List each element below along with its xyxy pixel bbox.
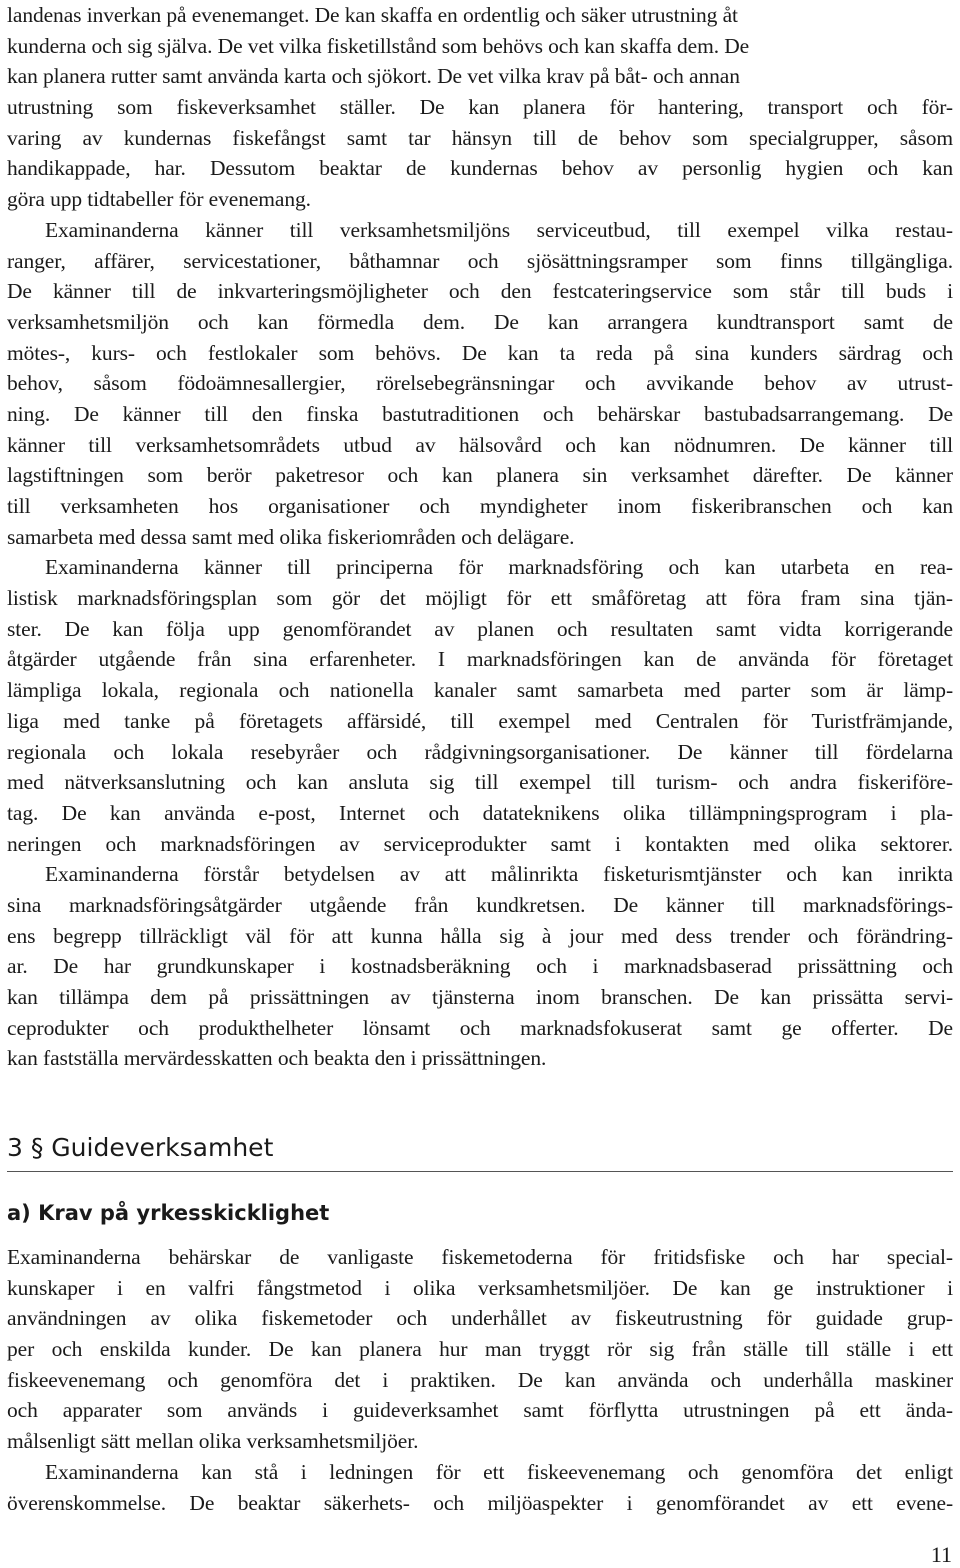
text-line: lagstiftningen som berör paketresor och kan planera sin verksamhet därefter. De känner bbox=[7, 463, 953, 488]
text-line: ning. De känner till den finska bastutraditionen och behärskar bastubadsarrangemang. De bbox=[7, 401, 953, 426]
text-line: landenas inverkan på evenemanget. De kan skaffa en ordentlig och säker utrustning åt bbox=[7, 3, 738, 27]
text-line: göra upp tidtabeller för evenemang. bbox=[7, 187, 311, 212]
text-line: per och enskilda kunder. De kan planera hur man tryggt rör sig från ställe till ställe i ett bbox=[7, 1337, 953, 1362]
text-line: verksamhetsmiljön och kan förmedla dem. De kan arrangera kundtransport samt de bbox=[7, 309, 953, 334]
text-line: handikappade, har. Dessutom beaktar de kundernas behov av personlig hygien och kan bbox=[7, 156, 953, 181]
text-line: Examinanderna kan stå i ledningen för ett fiskeevenemang och genomföra det enligt bbox=[45, 1459, 953, 1484]
text-line: med nätverksanslutning och kan ansluta sig till exempel till turism- och andra fiskeriföre- bbox=[7, 770, 953, 795]
text-line: sina marknadsföringsåtgärder utgående från kundkretsen. De känner till marknadsförings- bbox=[7, 892, 953, 917]
text-line: samarbeta med dessa samt med olika fiskeriområden och delägare. bbox=[7, 524, 575, 549]
sub-heading: a) Krav på yrkesskicklighet bbox=[7, 1201, 330, 1225]
section-heading: 3 § Guideverksamhet bbox=[7, 1128, 953, 1172]
text-line: lämpliga lokala, regionala och nationella kanaler samt samarbeta med parter som är lämp- bbox=[7, 678, 953, 703]
text-line: ceprodukter och produkthelheter lönsamt och marknadsfokuserat samt ge offerter. De bbox=[7, 1015, 953, 1040]
text-line: till verksamheten hos organisationer och myndigheter inom fiskeribranschen och kan bbox=[7, 494, 953, 518]
text-line: kunskaper i en valfri fångstmetod i olika verksamhetsmiljöer. De kan ge instruktioner i bbox=[7, 1275, 953, 1300]
text-line: Examinanderna förstår betydelsen av att målinrikta fisketurismtjänster och kan inrikta bbox=[45, 862, 953, 887]
text-line: kan planera rutter samt använda karta och sjökort. De vet vilka krav på båt- och annan bbox=[7, 64, 740, 89]
text-line: listisk marknadsföringsplan som gör det möjligt för ett småföretag att föra fram sina tjän- bbox=[7, 586, 953, 611]
text-line: neringen och marknadsföringen av serviceprodukter samt i kontakten med olika sektorer. bbox=[7, 831, 953, 856]
text-line: mötes-, kurs- och festlokaler som behövs. De kan ta reda på sina kunders särdrag och bbox=[7, 340, 953, 365]
text-line: åtgärder utgående från sina erfarenheter. I marknadsföringen kan de använda för företaget bbox=[7, 647, 953, 672]
text-line: utrustning som fiskeverksamhet ställer. De kan planera för hantering, transport och för- bbox=[7, 95, 953, 120]
text-line: behov, såsom födoämnesallergier, rörelsebegränsningar och avvikande behov av utrust- bbox=[7, 371, 953, 396]
text-line: ar. De har grundkunskaper i kostnadsberäkning och i marknadsbaserad prissättning och bbox=[7, 954, 953, 979]
text-line: ster. De kan följa upp genomförandet av planen och resultaten samt vidta korrigerande bbox=[7, 616, 953, 641]
text-line: Examinanderna känner till verksamhetsmiljöns serviceutbud, till exempel vilka restau- bbox=[45, 217, 953, 242]
text-line: ens begrepp tillräckligt väl för att kunna hålla sig à jour med dess trender och förändring- bbox=[7, 923, 953, 948]
text-line: kunderna och sig själva. De vet vilka fisketillstånd som behövs och kan skaffa dem. De bbox=[7, 33, 750, 58]
text-line: överenskommelse. De beaktar säkerhets- och miljöaspekter i genomförandet av ett evene- bbox=[7, 1490, 953, 1515]
text-line: och apparater som används i guideverksamhet samt förflytta utrustningen på ett ända- bbox=[7, 1398, 953, 1423]
body-text bbox=[7, 0, 953, 1074]
text-line: fiskeevenemang och genomföra det i praktiken. De kan använda och underhålla maskiner bbox=[7, 1367, 953, 1392]
page-number: 11 bbox=[930, 1542, 952, 1567]
text-line: Examinanderna behärskar de vanligaste fiskemetoderna för fritidsfiske och har special- bbox=[7, 1245, 953, 1269]
text-line: känner till verksamhetsområdets utbud av hälsovård och kan nödnumren. De känner till bbox=[7, 432, 953, 457]
text-line: liga med tanke på företagets affärsidé, till exempel med Centralen för Turistfrämjande, bbox=[7, 708, 953, 733]
section-body-text bbox=[7, 1242, 953, 1518]
text-line: användningen av olika fiskemetoder och underhållet av fiskeutrustning för guidade grup- bbox=[7, 1306, 953, 1331]
text-line: Examinanderna känner till principerna för marknadsföring och kan utarbeta en rea- bbox=[45, 555, 953, 580]
text-line: kan fastställa mervärdesskatten och beakta den i prissättningen. bbox=[7, 1046, 547, 1071]
text-line: regionala och lokala resebyråer och rådgivningsorganisationer. De känner till fördelarna bbox=[7, 739, 953, 764]
text-line: tag. De kan använda e-post, Internet och datateknikens olika tillämpningsprogram i pla- bbox=[7, 800, 953, 825]
text-line: kan tillämpa dem på prissättningen av tjänsterna inom branschen. De kan prissätta servi- bbox=[7, 985, 953, 1009]
text-line: De känner till de inkvarteringsmöjligheter och den festcateringservice som står till buds i bbox=[7, 279, 953, 304]
text-line: ranger, affärer, servicestationer, båthamnar och sjösättningsramper som finns tillgängliga. bbox=[7, 248, 953, 273]
text-line: målsenligt sätt mellan olika verksamhetsmiljöer. bbox=[7, 1429, 419, 1454]
text-line: varing av kundernas fiskefångst samt tar hänsyn till de behov som specialgrupper, såsom bbox=[7, 125, 953, 150]
